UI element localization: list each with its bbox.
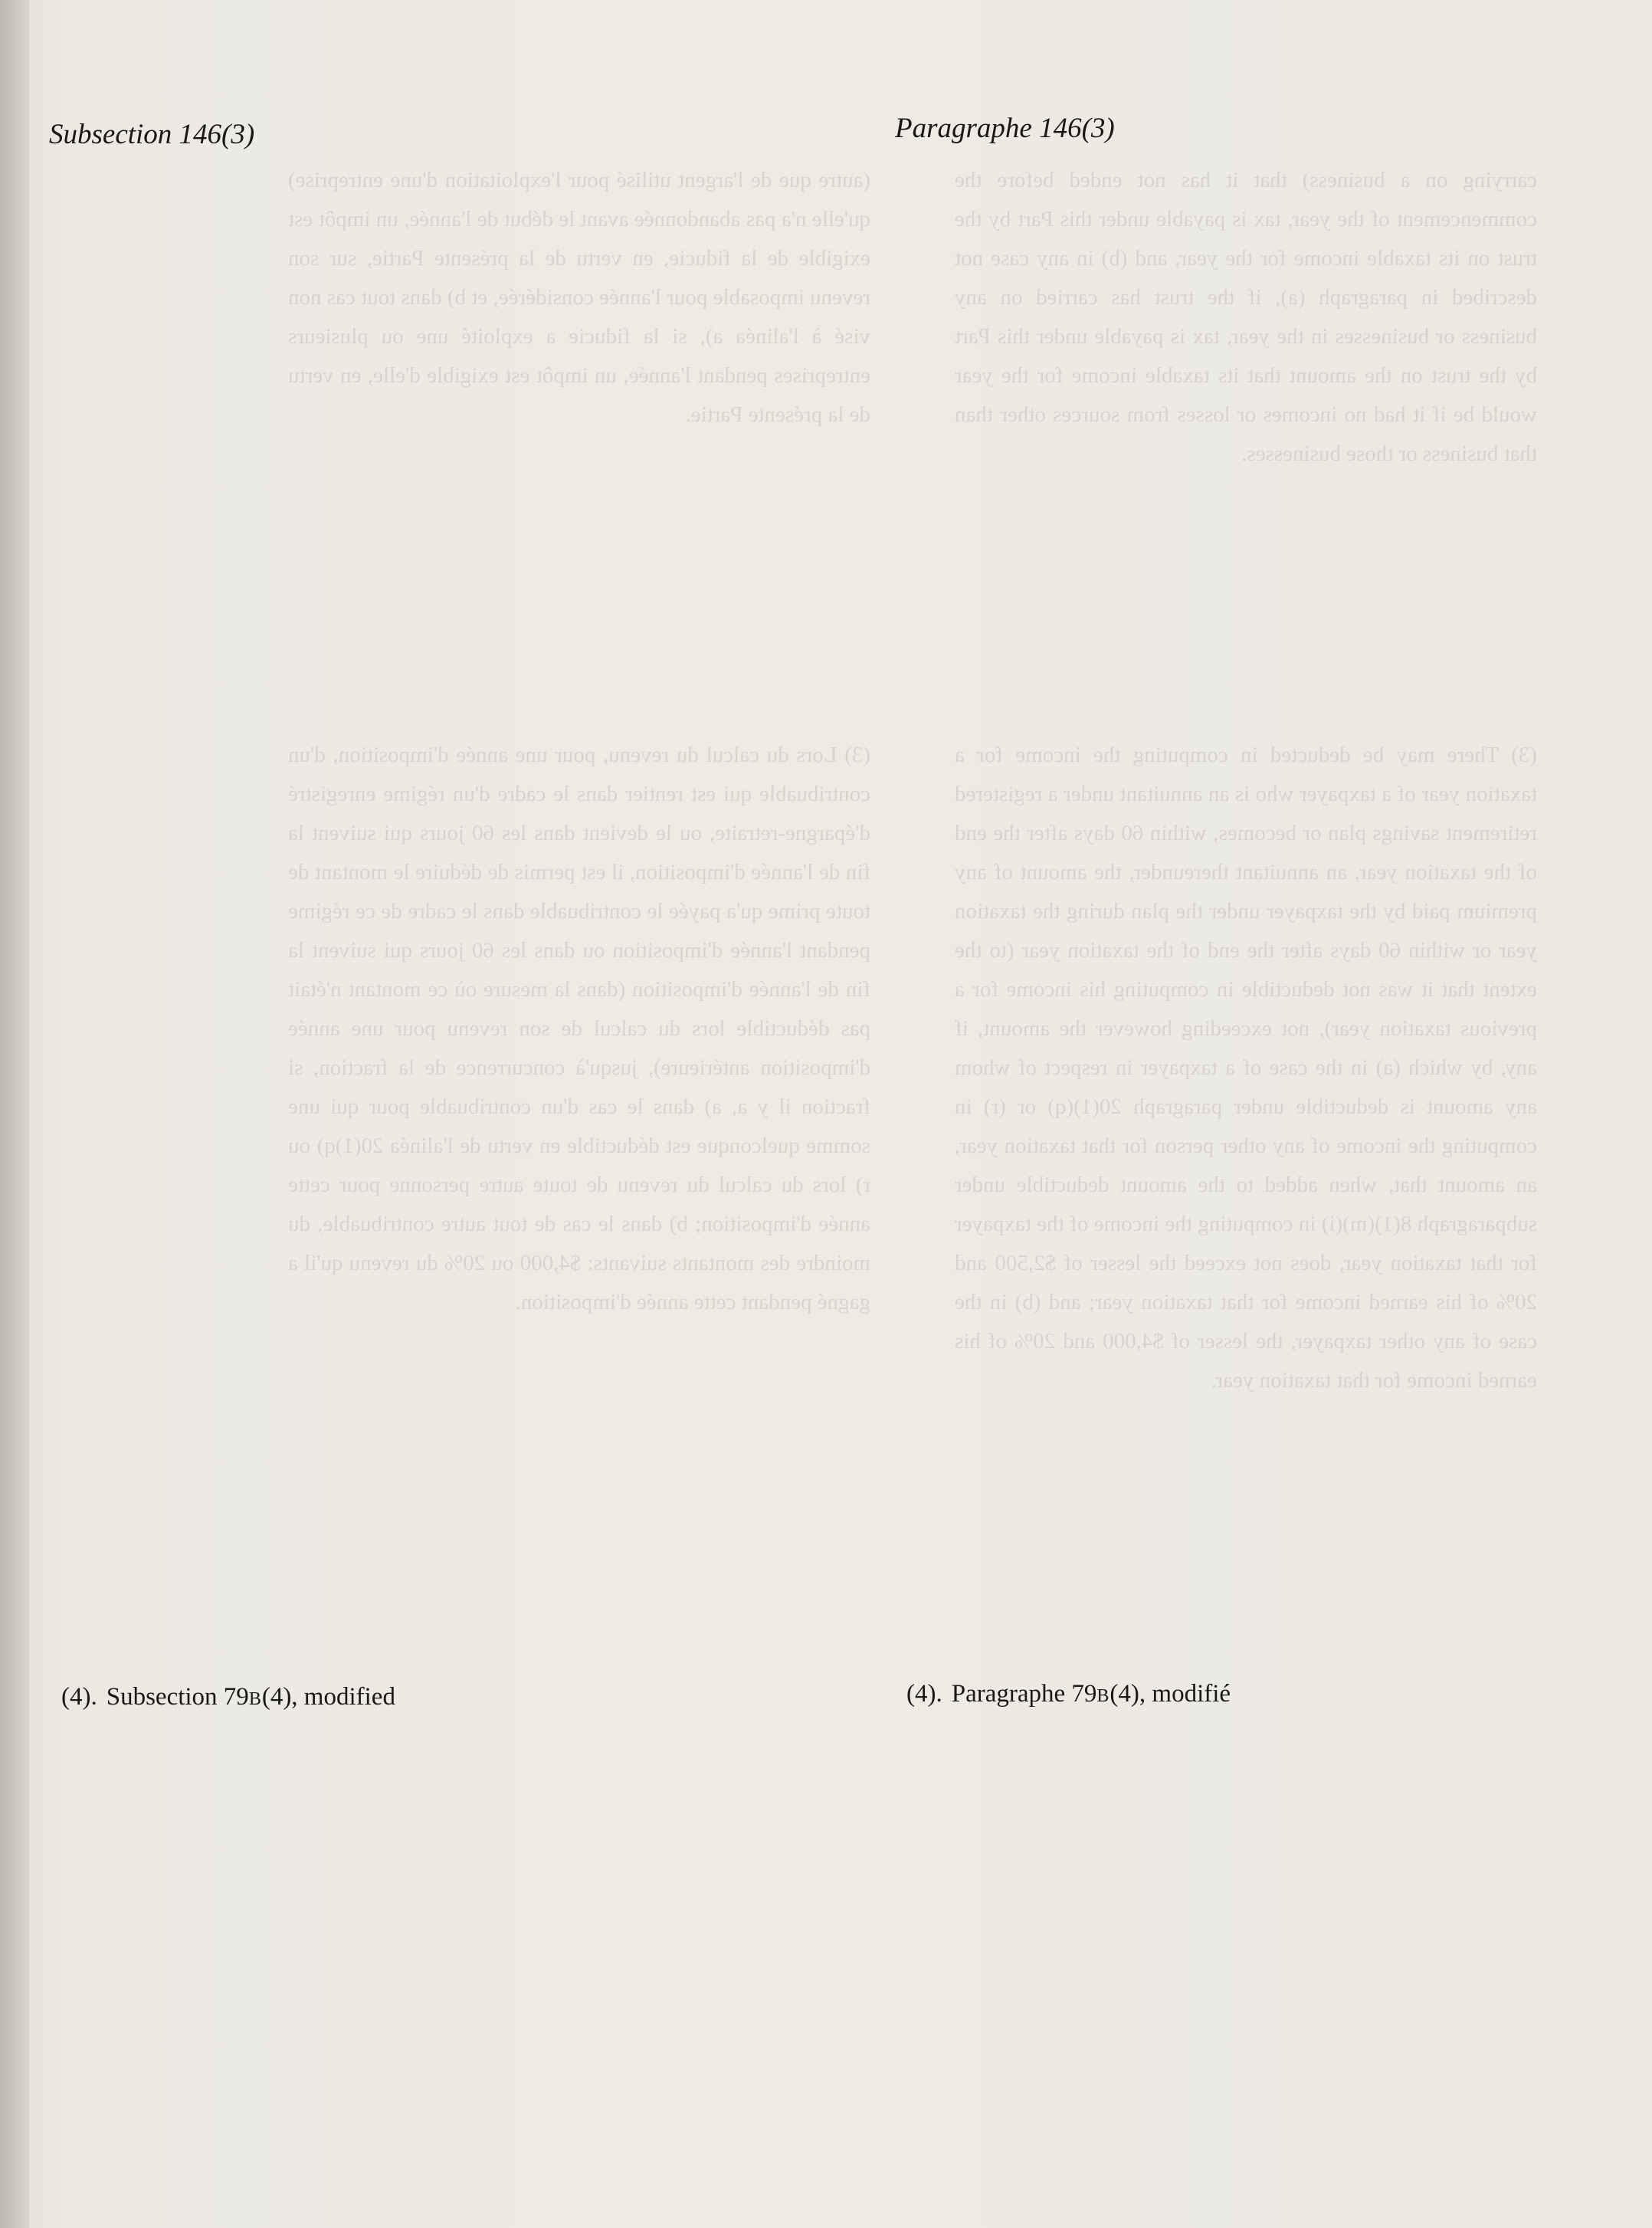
left-amendment-small-caps: B xyxy=(248,1689,262,1709)
right-amendment-text-start: Paragraphe 79 xyxy=(951,1680,1097,1708)
right-amendment-small-caps: B xyxy=(1096,1686,1110,1706)
right-amendment-text-end: (4), modifié xyxy=(1110,1680,1231,1708)
left-amendment-number: (4). xyxy=(61,1683,97,1711)
right-amendment-number: (4). xyxy=(906,1680,942,1708)
left-amendment-note xyxy=(61,1682,395,1714)
right-section-heading: Paragraphe 146(3) xyxy=(895,113,1115,144)
right-amendment-note xyxy=(906,1678,1231,1711)
left-amendment-text-end: (4), modified xyxy=(261,1683,395,1711)
bleed-through-text: carrying on a business) that it has not ended before the commencement of the year, tax is payable under this Part by the trust on its taxable income for the year, and (b) in any case not described in paragraph (a), if the trust has carried on any business or businesses in the year, tax is payable under this Part by the trust on the amount that its taxable income for the year would be if it had no incomes or losses from sources other than that business or those businesses. (autre que de l'argent utilisé pour l'exploitation d'une entreprise) qu'elle n'a pas abandonnée avant le début de l'année, un impôt est exigible de la fiducie, en vertu de la présente Partie, sur son revenu imposable pour l'année considérée, et b) dans tout cas non visé à l'alinéa a), si la fiducie a exploité une ou plusieurs entreprises pendant l'année, un impôt est exigible d'elle, en vertu de la présente Partie. (3) There may be deducted in computing the income for a taxation year of a taxpayer who is an annuitant under a registered retirement savings plan or becomes, within 60 days after the end of the taxation year, an annuitant thereunder, the amount of any premium paid by the taxpayer under the plan during the taxation year or within 60 days after the end of the taxation year (to the extent that it was not deductible in computing his income for a previous taxation year), not exceeding however the amount, if any, by which (a) in the case of a taxpayer in respect of whom any amount is deductible under paragraph 20(1)(q) or (r) in computing the income of any other person for that taxation year, an amount that, when added to the amount deductible under subparagraph 8(1)(m)(i) in computing the income of the taxpayer for that taxation year, does not exceed the lesser of $2,500 and 20% of his earned income for that taxation year; and (b) in the case of any other taxpayer, the lesser of $4,000 and 20% of his earned income for that taxation year. (3) Lors du calcul du revenu, pour une année d'imposition, d'un contribuable qui est rentier dans le cadre d'un régime enregistré d'épargne-retraite, ou le devient dans les 60 jours qui suivent la fin de l'année d'imposition, il est permis de déduire le montant de toute prime qu'a payée le contribuable dans le cadre de ce régime pendant l'année d'imposition ou dans les 60 jours qui suivent la fin de l'année d'imposition (dans la mesure où ce montant n'était pas déductible lors du calcul de son revenu pour une année d'imposition antérieure), jusqu'à concurrence de la fraction, si fraction il y a, a) dans le cas d'un contribuable pour qui une somme quelconque est déductible en vertu de l'alinéa 20(1)q) ou r) lors du calcul du revenu de toute autre personne pour cette année d'imposition; b) dans le cas de tout autre contribuable, du moindre des montants suivants: $4,000 ou 20% du revenu qu'il a gagné pendant cette année d'imposition. xyxy=(288,168,1537,1393)
left-section-heading: Subsection 146(3) xyxy=(49,119,255,150)
left-amendment-text-start: Subsection 79 xyxy=(106,1683,249,1711)
binding-gutter-shadow xyxy=(0,0,29,2228)
